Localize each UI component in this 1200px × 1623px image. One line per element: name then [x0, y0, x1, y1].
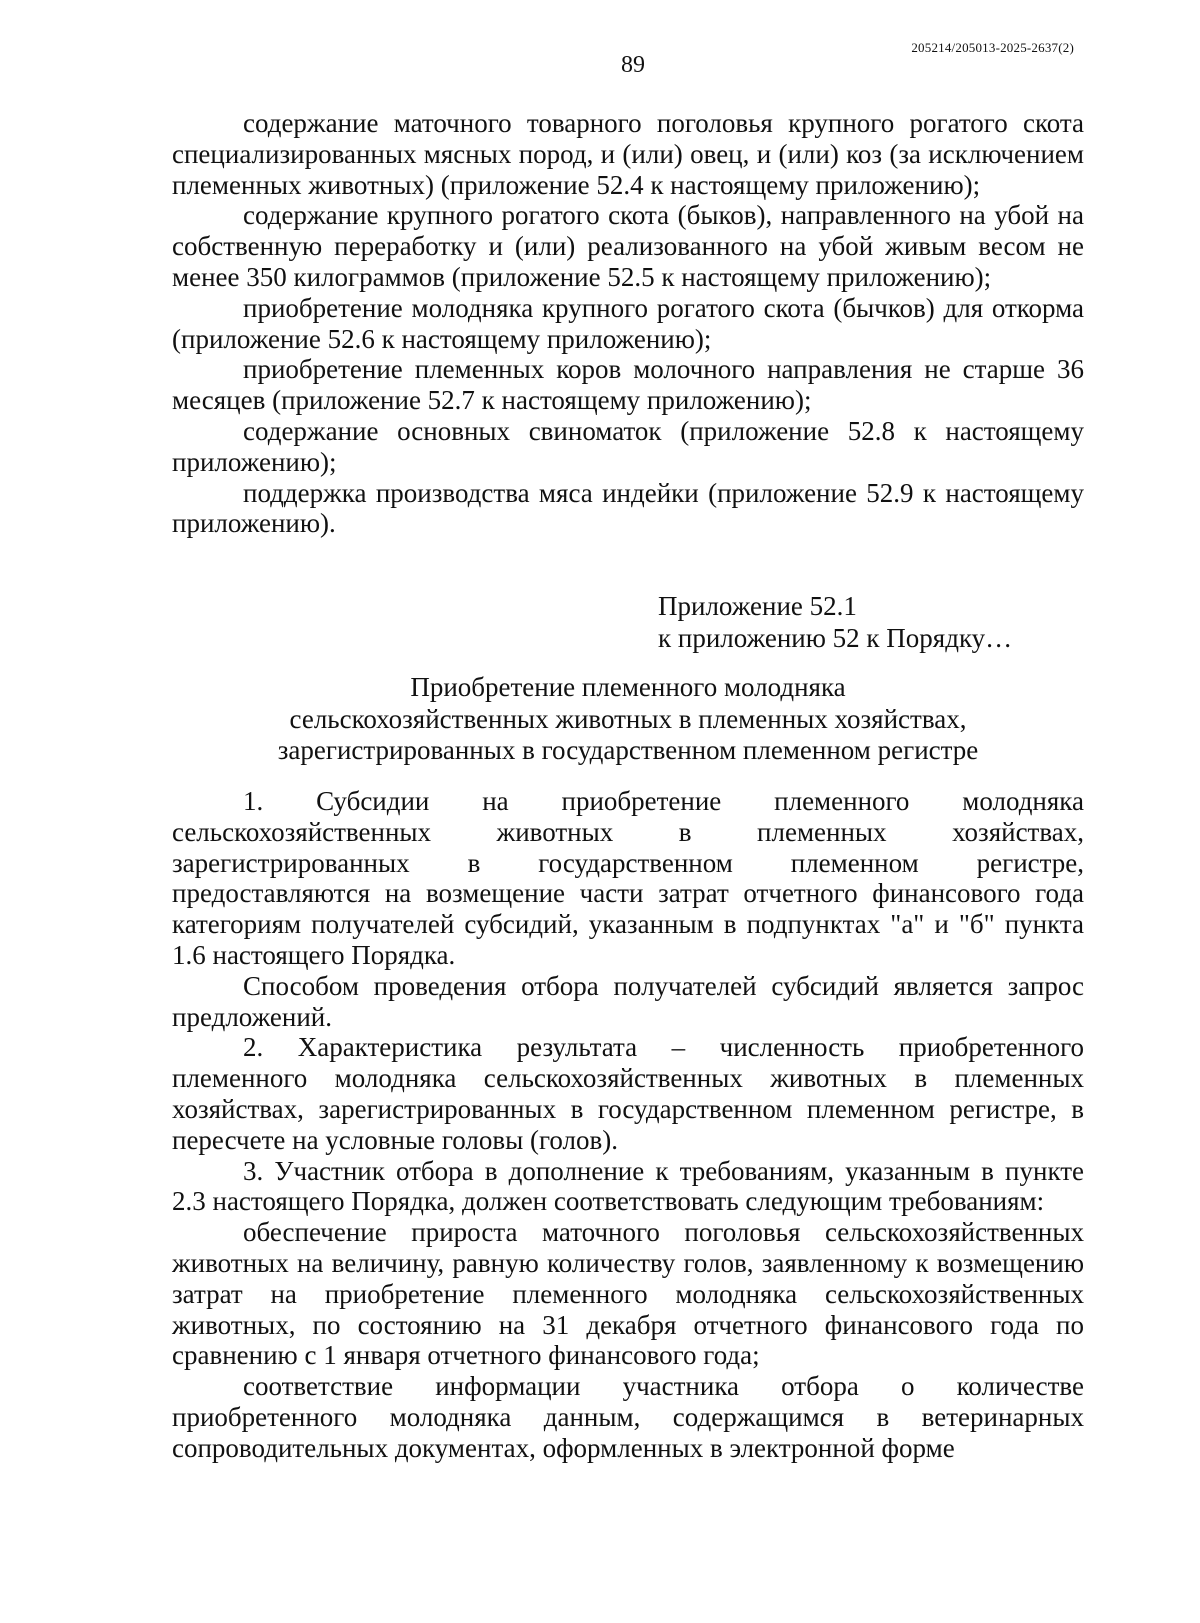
document-code: 205214/205013-2025-2637(2): [911, 40, 1074, 55]
appendix-reference-line: к приложению 52 к Порядку…: [658, 623, 1013, 653]
intro-paragraphs: [172, 108, 1084, 539]
section-title-line: сельскохозяйственных животных в племенных хозяйствах,: [289, 703, 967, 734]
paragraph: содержание маточного товарного поголовья крупного рогатого скота специализированных мясных пород, и (или) овец, и (или) коз (за исключением племенных животных) (приложение 52.4 к настоящему приложению);: [172, 108, 1084, 200]
paragraph: Способом проведения отбора получателей субсидий является запрос предложений.: [172, 970, 1084, 1032]
paragraph: поддержка производства мяса индейки (приложение 52.9 к настоящему приложению).: [172, 477, 1084, 539]
appendix-reference-line: Приложение 52.1: [658, 591, 857, 621]
paragraph: приобретение молодняка крупного рогатого скота (бычков) для откорма (приложение 52.6 к настоящему приложению);: [172, 292, 1084, 354]
page-number: 89: [621, 52, 645, 78]
section-title: [172, 672, 1084, 767]
paragraph: содержание основных свиноматок (приложение 52.8 к настоящему приложению);: [172, 415, 1084, 477]
paragraph: приобретение племенных коров молочного направления не старше 36 месяцев (приложение 52.7 к настоящему приложению);: [172, 354, 1084, 416]
paragraph: 3. Участник отбора в дополнение к требованиям, указанным в пункте 2.3 настоящего Порядка, должен соответствовать следующим требованиям:: [172, 1155, 1084, 1217]
paragraph: 1. Субсидии на приобретение племенного молодняка сельскохозяйственных животных в племенных хозяйствах, зарегистрированных в государственном племенном регистре, предоставляются на возмещение части затрат отчетного финансового года категориям получателей субсидий, указанным в подпунктах "а" и "б" пункта 1.6 настоящего Порядка.: [172, 786, 1084, 970]
paragraph: соответствие информации участника отбора о количестве приобретенного молодняка данным, содержащимся в ветеринарных сопроводительных документах, оформленных в электронной форме: [172, 1371, 1084, 1463]
section-title-line: Приобретение племенного молодняка: [410, 672, 846, 702]
paragraph: 2. Характеристика результата – численность приобретенного племенного молодняка сельскохозяйственных животных в племенных хозяйствах, зарегистрированных в государственном племенном регистре, в пересчете на условные головы (голов).: [172, 1032, 1084, 1155]
section-title-line: зарегистрированных в государственном племенном регистре: [277, 735, 979, 765]
main-paragraphs: [172, 786, 1084, 1464]
paragraph: обеспечение прироста маточного поголовья сельскохозяйственных животных на величину, равную количеству голов, заявленному к возмещению затрат на приобретение племенного молодняка сельскохозяйственных животных, по состоянию на 31 декабря отчетного финансового года по сравнению с 1 января отчетного финансового года;: [172, 1217, 1084, 1371]
paragraph: содержание крупного рогатого скота (быков), направленного на убой на собственную переработку и (или) реализованного на убой живым весом не менее 350 килограммов (приложение 52.5 к настоящему приложению);: [172, 200, 1084, 292]
appendix-reference: [658, 590, 1012, 654]
